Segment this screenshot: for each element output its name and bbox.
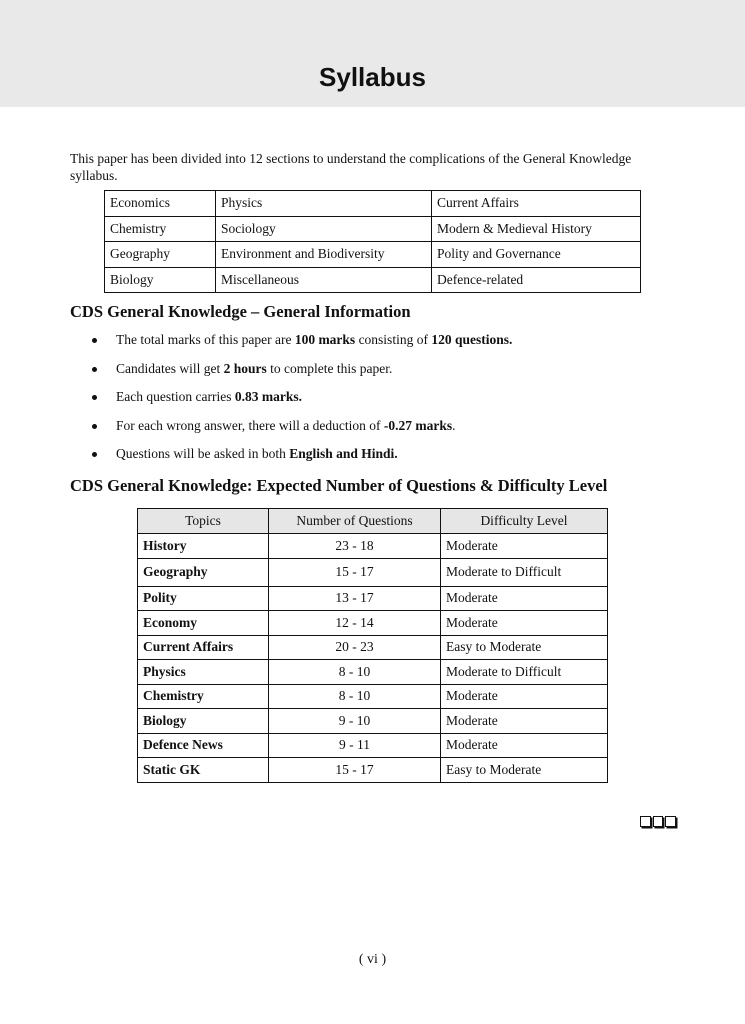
bullet-icon	[92, 424, 97, 429]
table-cell: Economics	[105, 191, 216, 217]
table-cell: Polity and Governance	[432, 242, 641, 268]
bullet-icon	[92, 452, 97, 457]
end-of-section-mark	[640, 816, 676, 830]
table-cell: Defence News	[138, 733, 269, 758]
page-title: Syllabus	[319, 62, 426, 92]
table-cell: 9 - 11	[269, 733, 441, 758]
table-header-row	[138, 509, 608, 534]
bullet-icon	[92, 367, 97, 372]
table-cell: History	[138, 534, 269, 559]
table-cell: 15 - 17	[269, 558, 441, 586]
table-cell: Moderate to Difficult	[441, 660, 608, 685]
table-cell: Moderate	[441, 733, 608, 758]
general-info-list	[70, 330, 690, 473]
table-row	[138, 611, 608, 636]
table-cell: 20 - 23	[269, 635, 441, 660]
table-cell: 12 - 14	[269, 611, 441, 636]
table-cell: Moderate	[441, 586, 608, 611]
table-cell: Static GK	[138, 758, 269, 783]
table-cell: Current Affairs	[432, 191, 641, 217]
table-row	[138, 758, 608, 783]
table-cell: Easy to Moderate	[441, 758, 608, 783]
table-cell: Geography	[138, 558, 269, 586]
expected-questions-table	[137, 508, 608, 783]
intro-paragraph: This paper has been divided into 12 sections to understand the complications of the General Knowledge syllabus.	[70, 151, 632, 183]
table-row	[105, 242, 641, 268]
square-icon	[653, 816, 664, 827]
emphasis-text: 0.83 marks.	[234, 389, 302, 404]
list-item	[70, 444, 690, 473]
table-row	[105, 267, 641, 293]
table-cell: Sociology	[216, 216, 432, 242]
list-item	[70, 387, 690, 416]
list-item-text: .	[452, 417, 456, 433]
table-cell: Biology	[105, 267, 216, 293]
table-cell: Moderate	[441, 709, 608, 734]
list-item-text: consisting of	[355, 332, 432, 347]
square-icon	[665, 816, 676, 827]
table-cell: Moderate	[441, 684, 608, 709]
table-cell: Moderate	[441, 534, 608, 559]
sections-table	[104, 190, 641, 293]
table-cell: Easy to Moderate	[441, 635, 608, 660]
list-item-text: Each question carries	[116, 389, 235, 404]
table-cell: Modern & Medieval History	[432, 216, 641, 242]
table-cell: Geography	[105, 242, 216, 268]
emphasis-text: -0.27 marks	[383, 417, 453, 433]
list-item	[70, 416, 690, 445]
table-cell: Physics	[138, 660, 269, 685]
table-cell: Economy	[138, 611, 269, 636]
table-row	[138, 534, 608, 559]
table-row	[138, 558, 608, 586]
table-cell: 13 - 17	[269, 586, 441, 611]
table-cell: Biology	[138, 709, 269, 734]
table-cell: Moderate to Difficult	[441, 558, 608, 586]
column-header-number: Number of Questions	[269, 509, 441, 534]
square-icon	[640, 816, 651, 827]
column-header-topics: Topics	[138, 509, 269, 534]
table-row	[138, 684, 608, 709]
list-item	[70, 330, 690, 359]
emphasis-text: 100 marks	[294, 332, 356, 347]
table-cell: 8 - 10	[269, 660, 441, 685]
list-item	[70, 359, 690, 388]
table-cell: Chemistry	[138, 684, 269, 709]
general-info-heading: CDS General Knowledge – General Information	[70, 302, 411, 321]
page-header	[0, 0, 745, 107]
table-cell: 8 - 10	[269, 684, 441, 709]
emphasis-text: 2 hours	[223, 360, 267, 376]
table-cell: 23 - 18	[269, 534, 441, 559]
table-row	[138, 635, 608, 660]
list-item-text: For each wrong answer, there will a deduction of	[116, 417, 384, 433]
column-header-difficulty: Difficulty Level	[441, 509, 608, 534]
page-number: ( vi )	[358, 952, 387, 967]
table-row	[138, 586, 608, 611]
bullet-icon	[92, 338, 97, 343]
emphasis-text: 120 questions.	[431, 332, 513, 347]
list-item-text: to complete this paper.	[266, 360, 393, 376]
table-cell: Chemistry	[105, 216, 216, 242]
table-row	[105, 216, 641, 242]
table-cell: Polity	[138, 586, 269, 611]
table-cell: 9 - 10	[269, 709, 441, 734]
table-row	[105, 191, 641, 217]
table-cell: Defence-related	[432, 267, 641, 293]
table-row	[138, 733, 608, 758]
table-cell: Current Affairs	[138, 635, 269, 660]
bullet-icon	[92, 395, 97, 400]
list-item-text: Questions will be asked in both	[116, 446, 290, 461]
expected-heading: CDS General Knowledge: Expected Number of Questions & Difficulty Level	[70, 476, 608, 495]
table-cell: Physics	[216, 191, 432, 217]
table-cell: Miscellaneous	[216, 267, 432, 293]
emphasis-text: English and Hindi.	[289, 446, 398, 461]
table-cell: Moderate	[441, 611, 608, 636]
table-row	[138, 709, 608, 734]
list-item-text: Candidates will get	[116, 360, 224, 376]
table-cell: Environment and Biodiversity	[216, 242, 432, 268]
table-row	[138, 660, 608, 685]
table-cell: 15 - 17	[269, 758, 441, 783]
list-item-text: The total marks of this paper are	[116, 332, 295, 347]
